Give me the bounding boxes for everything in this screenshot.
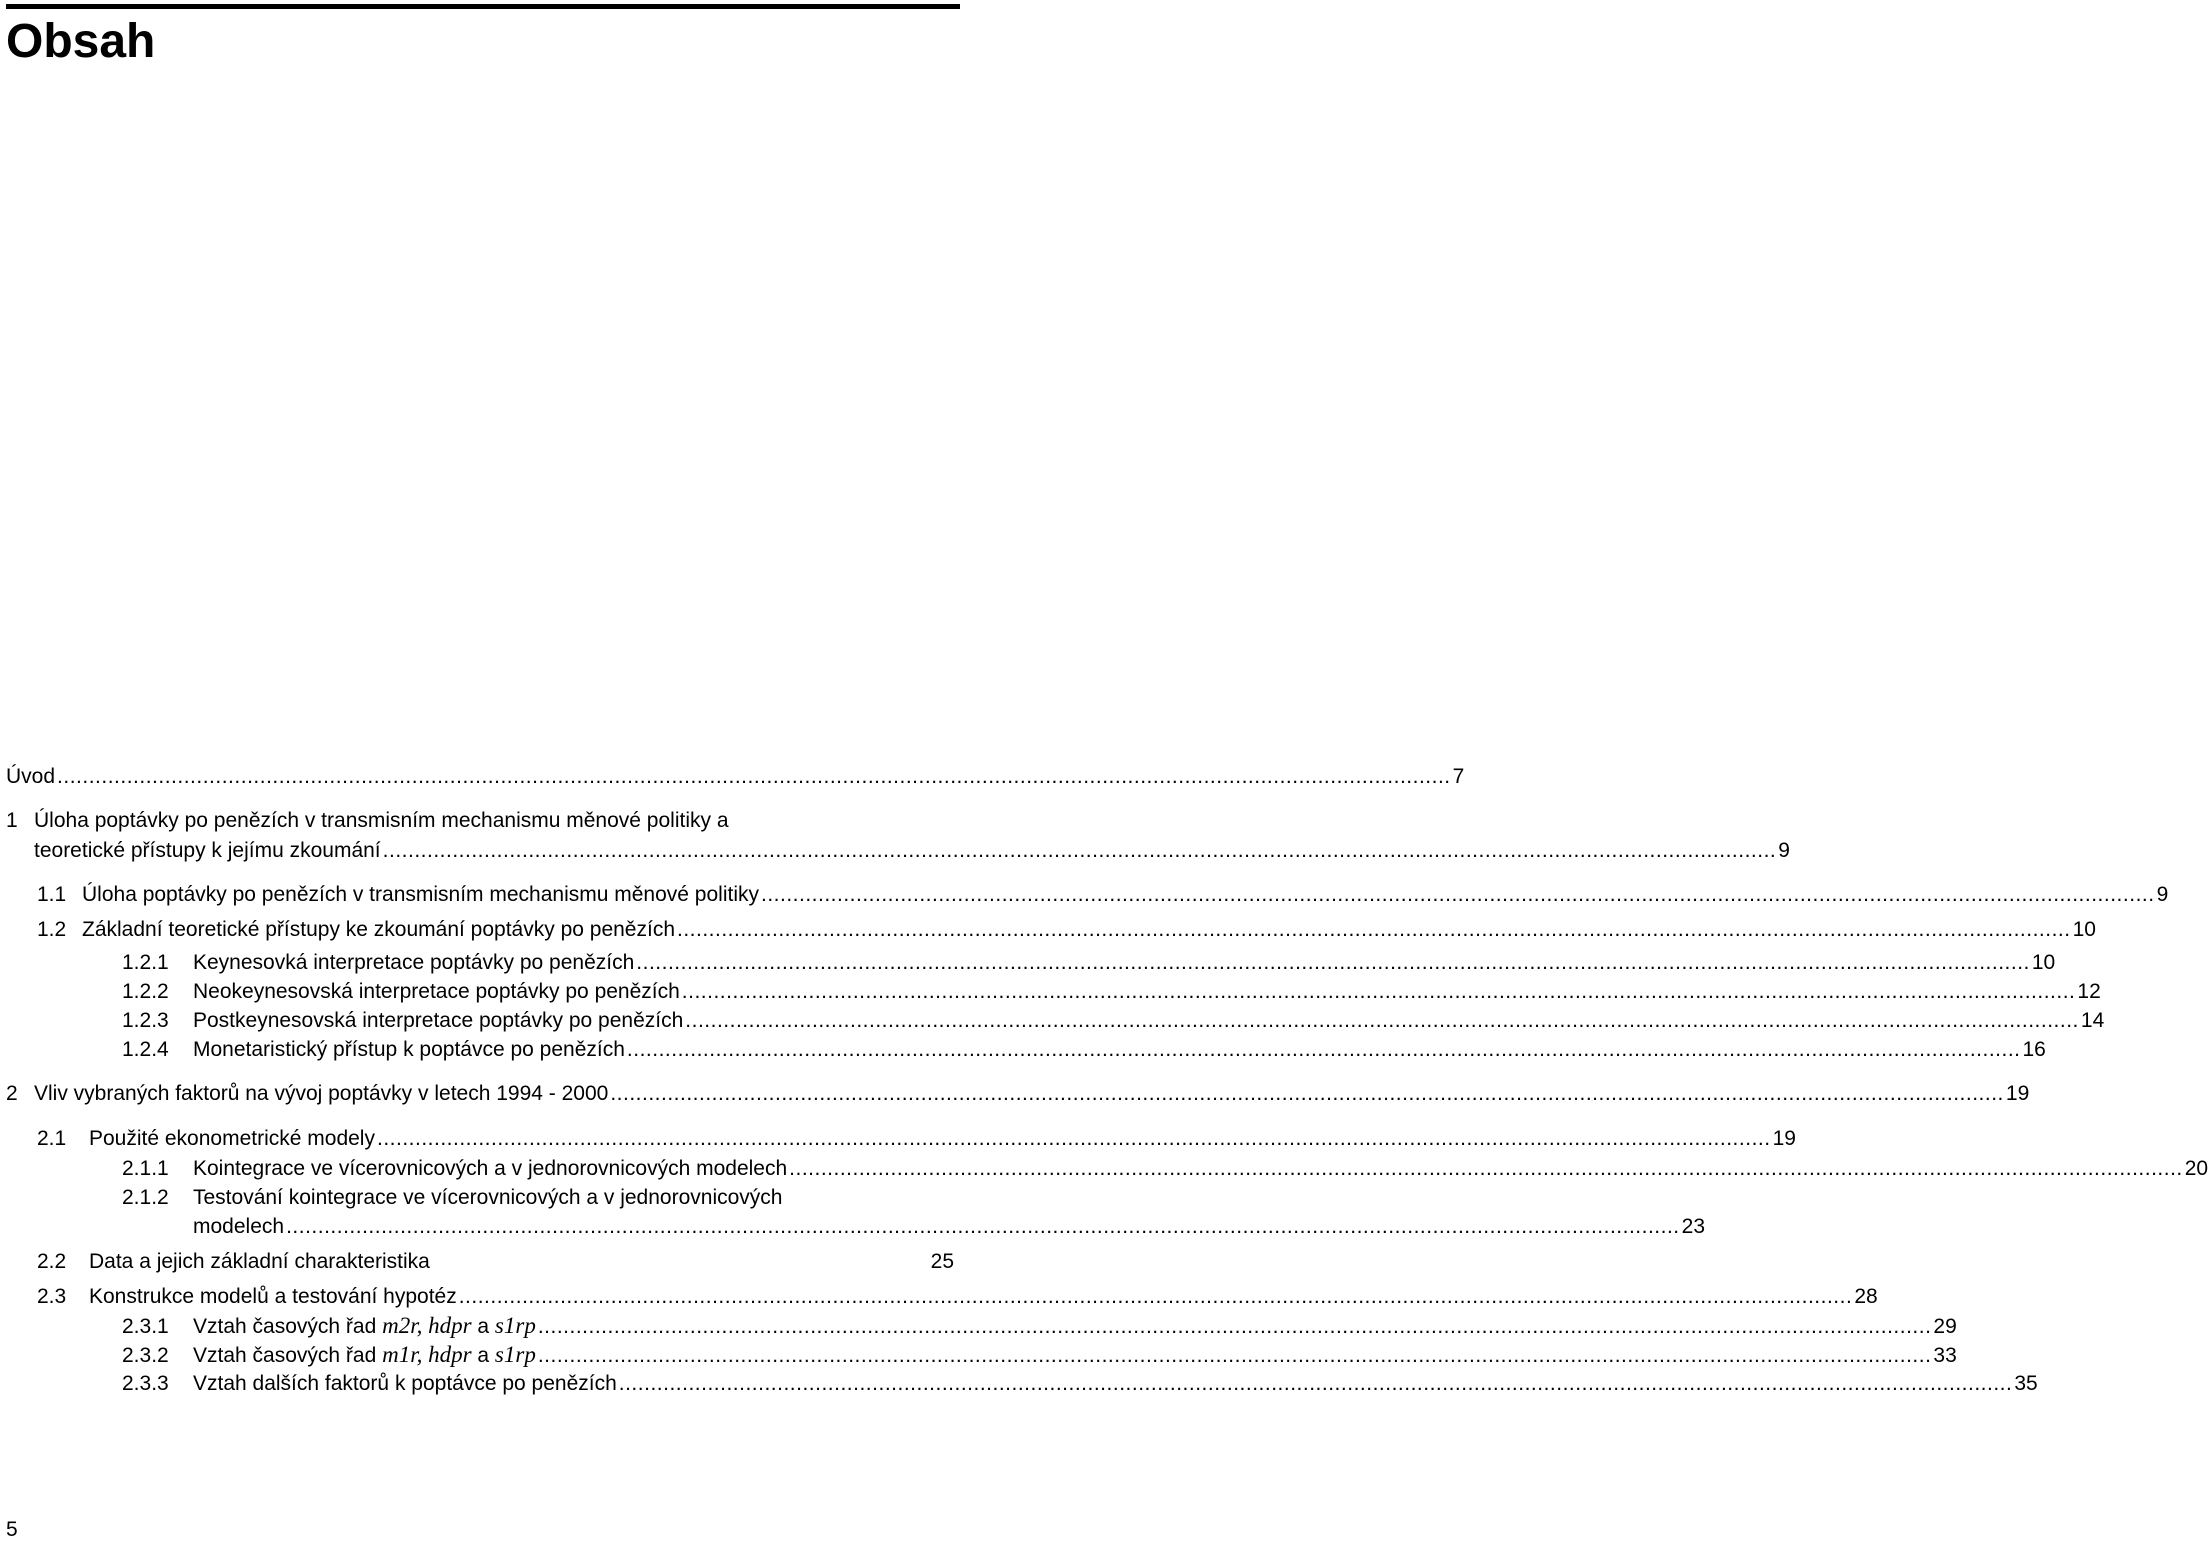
toc-entry-2-3-1[interactable] [122, 1311, 1957, 1341]
toc-entry-2-3-3[interactable] [122, 1369, 2038, 1399]
variable-hdpr: hdpr [428, 1313, 472, 1338]
conjunction: a [471, 1315, 495, 1338]
toc-entry-page: 29 [1933, 1315, 1957, 1338]
toc-leader: ............................................................................................................................................................................................................................ [626, 1038, 2021, 1061]
toc-entry-ch2[interactable] [6, 1079, 2030, 1109]
toc-entry-page: 25 [930, 1250, 954, 1273]
toc-entry-page: 9 [2156, 883, 2169, 906]
toc-entry-title: Použité ekonometrické modely [89, 1127, 375, 1150]
toc-entry-title: Testování kointegrace ve vícerovnicových a v jednorovnicových [193, 1186, 783, 1209]
toc-entry-title [193, 1340, 536, 1371]
toc-entry-title: Vliv vybraných faktorů na vývoj poptávky v letech 1994 - 2000 [34, 1082, 609, 1105]
toc-entry-title [193, 1311, 536, 1342]
variable-m1r: m1r [382, 1342, 417, 1367]
toc-entry-page: 7 [1452, 765, 1465, 788]
page-number: 5 [6, 1518, 18, 1541]
toc-entry-page: 33 [1933, 1344, 1957, 1367]
toc-entry-page: 20 [2184, 1157, 2208, 1180]
separator: , [416, 1313, 429, 1338]
toc-entry-title: Monetaristický přístup k poptávce po penězích [193, 1038, 625, 1061]
toc-entry-page: 35 [2014, 1372, 2038, 1395]
toc-entry-page: 16 [2022, 1038, 2046, 1061]
toc-entry-1-2[interactable] [37, 915, 2096, 945]
toc-leader: ............................................................................................................................................................................................................................ [537, 1315, 1932, 1338]
toc-entry-number: 2.3.3 [122, 1372, 169, 1395]
variable-m2r: m2r [382, 1313, 417, 1338]
toc-entry-1-2-3[interactable] [122, 1006, 2105, 1036]
toc-leader: ............................................................................................................................................................................................................................ [537, 1344, 1932, 1367]
toc-entry-number: 2.3.2 [122, 1344, 169, 1367]
toc-leader: ............................................................................................................................................................................................................................ [610, 1082, 2004, 1105]
toc-entry-1-1[interactable] [37, 880, 2169, 910]
toc-entry-title: Keynesovká interpretace poptávky po penězích [193, 951, 635, 974]
toc-entry-number: 1.1 [37, 883, 67, 906]
toc-entry-2-1-1[interactable] [122, 1154, 2208, 1184]
toc-leader: ............................................................................................................................................................................................................................ [382, 839, 1777, 862]
variable-hdpr: hdpr [428, 1342, 472, 1367]
toc-entry-2-1[interactable] [37, 1124, 1796, 1154]
toc-leader: ............................................................................................................................................................................................................................ [760, 883, 2155, 906]
toc-entry-number: 1 [6, 809, 18, 832]
toc-entry-page: 28 [1854, 1285, 1878, 1308]
toc-entry-page: 10 [2072, 918, 2096, 941]
toc-leader: ............................................................................................................................................................................................................................ [618, 1372, 2013, 1395]
toc-entry-number: 2.3.1 [122, 1315, 169, 1338]
toc-entry-title: Úloha poptávky po penězích v transmisním mechanismu měnové politiky a [34, 809, 729, 832]
toc-entry-number: 2 [6, 1082, 18, 1105]
toc-leader: ............................................................................................................................................................................................................................ [458, 1285, 1853, 1308]
toc-entry-ch1-continued[interactable] [34, 836, 1790, 866]
toc-entry-title: Konstrukce modelů a testování hypotéz [89, 1285, 457, 1308]
toc-entry-2-1-2[interactable] [122, 1183, 954, 1213]
toc-entry-number: 2.3 [37, 1285, 67, 1308]
toc-leader: ............................................................................................................................................................................................................................ [681, 980, 2076, 1003]
title-prefix: Vztah časových řad [193, 1315, 383, 1338]
toc-entry-number: 2.1.2 [122, 1186, 169, 1209]
toc-entry-title: Úvod [6, 765, 56, 788]
top-rule [6, 4, 960, 9]
toc-entry-page: 19 [2005, 1082, 2030, 1105]
page-title: Obsah [6, 15, 156, 68]
variable-s1rp: s1rp [494, 1313, 536, 1338]
toc-entry-title: teoretické přístupy k jejímu zkoumání [34, 839, 381, 862]
toc-entry-2-1-2-continued[interactable] [193, 1212, 1706, 1242]
toc-entry-1-2-4[interactable] [122, 1035, 2046, 1065]
toc-entry-page: 19 [1772, 1127, 1796, 1150]
toc-entry-title: Neokeynesovská interpretace poptávky po penězích [193, 980, 680, 1003]
toc-entry-title: modelech [193, 1215, 285, 1238]
toc-entry-1-2-2[interactable] [122, 977, 2101, 1007]
toc-leader: ............................................................................................................................................................................................................................ [376, 1127, 1771, 1150]
toc-entry-number: 1.2.4 [122, 1038, 169, 1061]
toc-entry-number: 1.2.2 [122, 980, 169, 1003]
toc-leader: ............................................................................................................................................................................................................................ [677, 918, 2071, 941]
toc-entry-number: 2.1.1 [122, 1157, 169, 1180]
toc-entry-number: 2.2 [37, 1250, 67, 1273]
toc-leader: ............................................................................................................................................................................................................................ [286, 1215, 1680, 1238]
toc-entry-title: Postkeynesovská interpretace poptávky po penězích [193, 1009, 684, 1032]
toc-entry-title: Vztah dalších faktorů k poptávce po penězích [193, 1372, 617, 1395]
toc-leader: ............................................................................................................................................................................................................................ [57, 765, 1451, 788]
toc-entry-number: 2.1 [37, 1127, 67, 1150]
toc-entry-2-3-2[interactable] [122, 1340, 1957, 1370]
variable-s1rp: s1rp [494, 1342, 536, 1367]
toc-leader: ............................................................................................................................................................................................................................ [685, 1009, 2079, 1032]
toc-entry-title: Základní teoretické přístupy ke zkoumání poptávky po penězích [82, 918, 675, 941]
toc-entry-number: 1.2.1 [122, 951, 169, 974]
toc-leader: ............................................................................................................................................................................................................................ [789, 1157, 2183, 1180]
toc-entry-title: Data a jejich základní charakteristika [89, 1250, 430, 1273]
toc-entry-number: 1.2.3 [122, 1009, 169, 1032]
toc-entry-page: 10 [2031, 951, 2056, 974]
conjunction: a [471, 1344, 495, 1367]
toc-entry-number: 1.2 [37, 918, 67, 941]
separator: , [416, 1342, 429, 1367]
title-prefix: Vztah časových řad [193, 1344, 383, 1367]
toc-leader: ............................................................................................................................................................................................................................ [636, 951, 2030, 974]
toc-entry-page: 9 [1778, 839, 1790, 862]
toc-entry-page: 23 [1681, 1215, 1706, 1238]
toc-entry-2-3[interactable] [37, 1282, 1878, 1312]
toc-entry-1-2-1[interactable] [122, 948, 2056, 978]
toc-entry-title: Úloha poptávky po penězích v transmisním mechanismu měnové politiky [82, 883, 759, 906]
toc-entry-ch1[interactable] [6, 806, 954, 836]
toc-entry-title: Kointegrace ve vícerovnicových a v jednorovnicových modelech [193, 1157, 788, 1180]
toc-entry-page: 14 [2080, 1009, 2105, 1032]
toc-entry-uvod[interactable] [6, 762, 1465, 792]
toc-entry-page: 12 [2077, 980, 2101, 1003]
toc-entry-2-2[interactable] [37, 1247, 954, 1277]
